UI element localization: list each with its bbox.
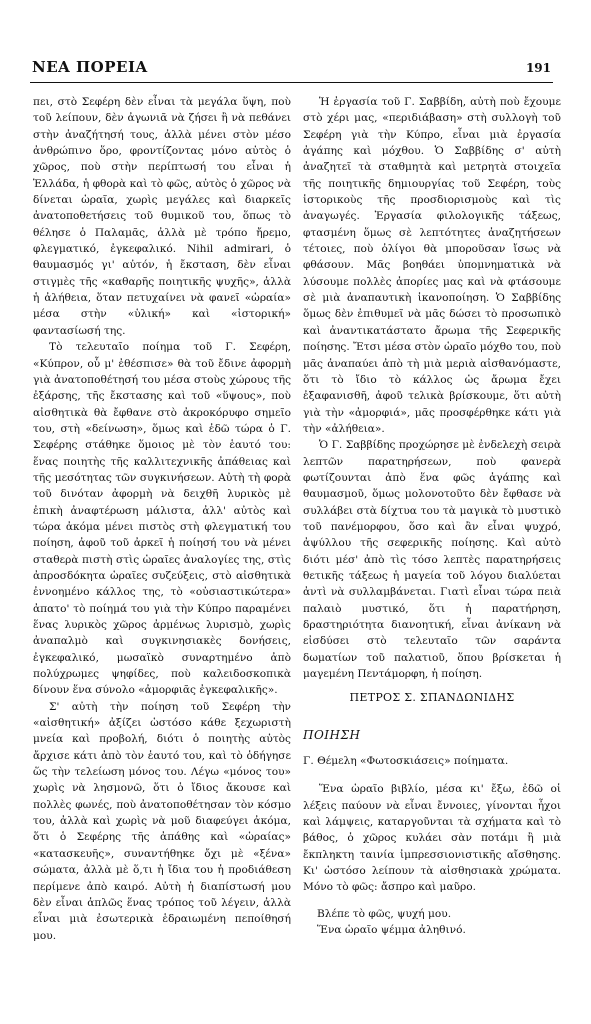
paragraph: πει, στὸ Σεφέρη δὲν εἶναι τὰ μεγάλα ὕψη, ποὺ τοῦ λείπουν, δὲν ἀγωνιᾶ νὰ ζήσει ἢ νὰ πεθάνει στὴν ἀναζήτησή τους, ἀλλὰ μένει στὸν μέσο ἀνθρώπινο ὅρο, φροντίζοντας μόνο αὐτὸς ὁ χῶρος, ποὺ στὴν περίπτωσή του εἶναι ἡ Ἑλλάδα, ἡ φθορὰ καὶ τὸ φῶς, αὐτὸς ὁ χῶρος νὰ δίνεται ὡραῖα, χωρὶς μεγάλες καὶ διαρκεῖς ἀνατοποθετήσεις τοῦ θυμικοῦ του, ὅπως τὸ θέλησε ὁ Παλαμᾶς, ἀλλὰ μὲ τρόπο ἤρεμο, φλεγματικό, ἐγκεφαλικό. Nihil admirari, ὁ θαυμασμός γι' αὐτόν, ἡ ἔκσταση, δὲν εἶναι στιγμὲς τῆς «καθαρῆς ποιητικῆς ψυχῆς», ἀλλὰ ἡ ἀλήθεια, ὅταν πετυχαίνει νὰ φανεῖ «ὡραία» μέσα στὴν «ὑλική» καὶ «ἱστορική» φαντασίωσή της. — [33, 96, 291, 337]
header-rule — [30, 82, 553, 83]
poem-line: Βλέπε τὸ φῶς, ψυχή μου. — [317, 907, 452, 920]
right-column — [303, 94, 561, 938]
paragraph: Ὁ Γ. Σαββίδης προχώρησε μὲ ἐνδελεχὴ σειρὰ λεπτῶν παρατηρήσεων, ποὺ φανερὰ φωτίζουνται ἀπὸ ἕνα φῶς ἀγάπης καὶ θαυμασμοῦ, ὅμως μολονοτοῦτο δὲν ἔφθασε νὰ συλλάβει στὰ δίχτυα του τὰ μαγικὰ τὸ μυστικὸ τοῦ πανέμορφου, ὅσο καὶ ἂν εἶναι ψυχρό, ἀψύλλου τῆς σεφερικῆς ποίησης. Καὶ αὐτὸ διότι μέσ' ἀπὸ τὶς τόσο λεπτὲς παρατηρήσεις θετικῆς τάξεως ἡ μαγεία τοῦ λόγου διαλύεται ἀντὶ νὰ συλλαμβάνεται. Γιατὶ εἶναι τώρα πειὰ παλαιὸ μυστικό, ὅτι ἡ παρατήρηση, δραστηριότητα διανοητική, εἶναι ἀνίκανη νὰ εἰσδύσει στὸ τελευταῖο τῶν σαράντα δωματίων τοῦ παλατιοῦ, ὅπου βρίσκεται ἡ μαγεμένη Πεντάμορφη, ἡ ποίηση. — [303, 439, 561, 681]
left-column — [33, 94, 291, 944]
section-title: ΠΟΙΗΣΗ — [303, 727, 361, 742]
author-signature: ΠΕΤΡΟΣ Σ. ΣΠΑΝΔΩΝΙΔΗΣ — [349, 691, 515, 705]
paragraph: Ἡ ἐργασία τοῦ Γ. Σαββίδη, αὐτὴ ποὺ ἔχουμε στὸ χέρι μας, «περιδιάβαση» στὴ συλλογὴ τοῦ Σεφέρη γιὰ τὴν Κύπρο, εἶναι μιὰ ἐργασία ἀγάπης καὶ μόχθου. Ὁ Σαββίδης σ' αὐτὴ ἀναζητεῖ τὰ σταθμητὰ καὶ μετρητὰ στοιχεῖα τῆς ποιητικῆς δημιουργίας τοῦ Σεφέρη, τοὺς ἱστορικοὺς τῆς προσδιορισμοὺς καὶ τὶς ἀναγωγές. Ἐργασία φιλολογικῆς τάξεως, φτασμένη ὅμως σὲ λεπτότητες ἀναζητήσεων τέτοιες, ποὺ ὀλίγοι θὰ μποροῦσαν ἴσως νὰ φθάσουν. Μᾶς βοηθάει ὑπομνηματικὰ νὰ λύσουμε πολλὲς ἀπορίες μας καὶ νὰ φτάσουμε σὲ μιὰ ἀναπαυτικὴ ἱκανοποίηση. Ὁ Σαββίδης ὅμως δὲν ἐπιθυμεῖ νὰ μᾶς δώσει τὸ προσωπικὸ καὶ ἀναντικατάστατο ἄρωμα τῆς Σεφερικῆς ποίησης. Ἔτσι μέσα στὸν ὡραῖο μόχθο του, ποὺ μᾶς ἀναπαύει ἀπὸ τὴ μιὰ μεριὰ αἰσθανόμαστε, ὅτι τὸ ἴδιο τὸ κάλλος ὡς ἄρωμα ἔχει ἐξαφανισθῆ, ἀφοῦ τελικὰ βρίσκουμε, ὅτι αὐτὴ γιὰ τὴν «ἀμορφιά», μᾶς προσφέρθηκε κάτι γιὰ τὴν «ἀλήθεια». — [303, 96, 561, 435]
review-text: Ἕνα ὡραῖο βιβλίο, μέσα κι' ἔξω, ἐδῶ οἱ λέξεις παύουν νὰ εἶναι ἔννοιες, γίνονται ἦχοι καὶ λάμψεις, καταργοῦνται τὰ σχήματα καὶ τὸ βάθος, ὁ χῶρος κυλάει σὰν ποτάμι ἢ μιὰ ἔκπληκτη ταινία ἰμπρεσσιονιστικῆς αἴσθησης. Κι' ὡστόσο λείπουν τὰ αἰσθησιακὰ χρώματα. Μόνο τὸ φῶς: ἄσπρο καὶ μαῦρο. — [303, 783, 561, 894]
poem-quote — [303, 906, 561, 938]
paragraph: Τὸ τελευταῖο ποίημα τοῦ Γ. Σεφέρη, «Κύπρον, οὗ μ' ἐθέσπισε» θὰ τοῦ ἔδινε ἀφορμὴ γιὰ ἀνατοποθέτησή του μέσα στοὺς χώρους τῆς ἐξάρσης, τῆς ἔκστασης καὶ τοῦ «ὕψους», ποὺ αἰσθητικὰ θὰ ἔφθανε στὸ ἀκροκόρυφο σημεῖο του, στὴ «δείνωση», ὅμως καὶ ἐδῶ τώρα ὁ Γ. Σεφέρης στάθηκε ὅμοιος μὲ τὸν ἑαυτό του: ἕνας ποιητὴς τῆς καλλιτεχνικῆς ἀπάθειας καὶ τῆς μεσότητας τῶν συγκινήσεων. Αὐτὴ τὴ φορὰ τοῦ δινόταν ἀφορμὴ νὰ δειχθῆ λυρικὸς μὲ ἐπικὴ ἀναφτέρωση μάλιστα, ἀλλ' αὐτὸς καὶ τώρα ἀκόμα μένει πιστὸς στὴ φλεγματική του ποίηση, ἀφοῦ τοῦ ἀρκεῖ ἡ ποίησή του νὰ μένει σταθερὰ πιστὴ στὶς ὡραῖες ἀναλογίες της, στὶς ἀπροσδόκητα ὡραῖες συζεύξεις, στὸ αἰσθητικὰ ἐννοημένο κάλλος της, τὸ «οὐσιαστικώτερα» ἀπατο' τὸ ποίημά του γιὰ τὴν Κύπρο παραμένει ἕνας λυρικὸς χῶρος ἀρμένως λυρισμὸ, χωρὶς ἀναπαλμὸ καὶ συγκινησιακὲς δονήσεις, ἐγκεφαλικό, μωσαϊκὸ συναρτημένο ἀπὸ πολύχρωμες ψηφίδες, ποὺ καλειδοσκοπικὰ δίνουν ἕνα σύνολο «ἀμορφιᾶς ἐγκεφαλικῆς». — [33, 341, 291, 697]
paragraph: Σ' αὐτὴ τὴν ποίηση τοῦ Σεφέρη τὴν «αἰσθητική» ἀξίζει ὡστόσο κάθε ξεχωριστὴ μνεία καὶ προβολή, διότι ὁ ποιητὴς αὐτὸς ἄρχισε κάτι ἀπὸ τὸν ἑαυτό του, καὶ τὸ ὁδήγησε ὥς τὴν τελείωση μόνος του. Λέγω «μόνος του» χωρὶς νὰ λησμονῶ, ὅτι ὁ ἴδιος ἄκουσε καὶ πολλὲς φωνές, ποὺ ἀνατοποθέτησαν τὸν κόσμο του, ἀλλὰ καὶ χωρὶς νὰ μοῦ διαφεύγει ἀκόμα, ὅτι ὁ Σεφέρης τῆς ἀπάθης καὶ «ὡραίας» «κατασκευῆς», συναντήθηκε ὄχι μὲ «ξένα» σώματα, ἀλλὰ μὲ ὅ,τι ἡ ἴδια του ἡ προδιάθεση περίμενε ἀπὸ καιρό. Αὐτὴ ἡ διαπίστωσή μου δὲν εἶναι ἁπλῶς ἕνας τρόπος τοῦ λέγειν, ἀλλὰ εἶναι μιὰ ἐσωτερικὰ ἑδραιωμένη πεποίθησή μου. — [33, 700, 291, 942]
journal-title: ΝΕΑ ΠΟΡΕΙΑ — [32, 58, 148, 76]
page-number: 191 — [525, 61, 551, 75]
poem-line: Ἕνα ὡραῖο ψέμμα ἀληθινό. — [317, 923, 466, 936]
review-entry: Γ. Θέμελη «Φωτοσκιάσεις» ποίηματα. — [303, 755, 509, 768]
